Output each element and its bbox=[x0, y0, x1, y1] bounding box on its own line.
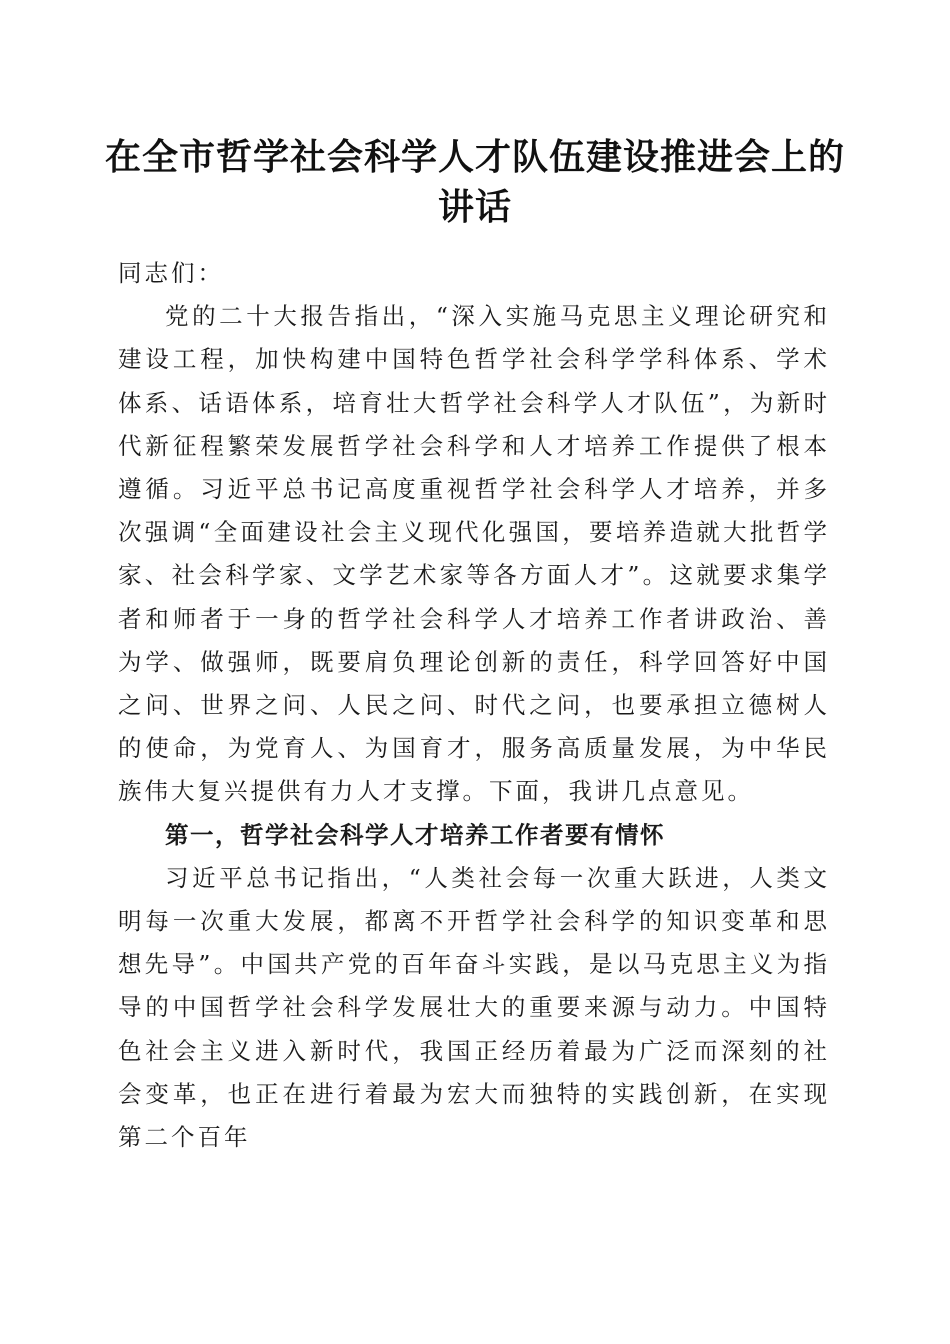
document-title: 在全市哲学社会科学人才队伍建设推进会上的讲话 bbox=[104, 136, 845, 228]
salutation: 同志们： bbox=[118, 259, 224, 287]
paragraph: 习近平总书记指出，“人类社会每一次重大跃进，人类文明每一次重大发展，都离不开哲学社会科学的知识变革和思想先导”。中国共产党的百年奋斗实践，是以马克思主义为指导的中国哲学社会科学发展壮大的重要来源与动力。中国特色社会主义进入新时代，我国正经历着最为广泛而深刻的社会变革，也正在进行着最为宏大而独特的实践创新，在实现第二个百年 bbox=[118, 863, 830, 1152]
section-heading: 第一，哲学社会科学人才培养工作者要有情怀 bbox=[165, 820, 665, 849]
document-body bbox=[118, 252, 830, 1159]
paragraph: 党的二十大报告指出，“深入实施马克思主义理论研究和建设工程，加快构建中国特色哲学社会科学学科体系、学术体系、话语体系，培育壮大哲学社会科学人才队伍”，为新时代新征程繁荣发展哲学社会科学和人才培养工作提供了根本遵循。习近平总书记高度重视哲学社会科学人才培养，并多次强调“全面建设社会主义现代化强国，要培养造就大批哲学家、社会科学家、文学艺术家等各方面人才”。这就要求集学者和师者于一身的哲学社会科学人才培养工作者讲政治、善为学、做强师，既要肩负理论创新的责任，科学回答好中国之问、世界之问、人民之问、时代之问，也要承担立德树人的使命，为党育人、为国育才，服务高质量发展，为中华民族伟大复兴提供有力人才支撑。下面，我讲几点意见。 bbox=[118, 302, 830, 806]
